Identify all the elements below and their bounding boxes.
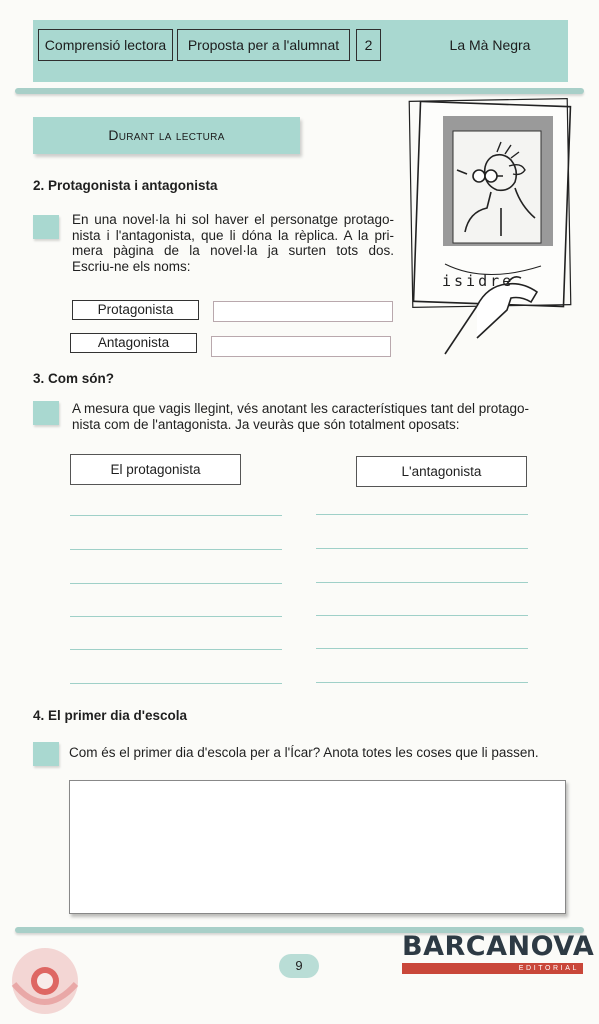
q3-title: 3. Com són? <box>33 371 115 386</box>
writing-line[interactable] <box>316 682 528 683</box>
book-cover-caption: isidre <box>442 272 515 290</box>
writing-line[interactable] <box>70 683 282 684</box>
antagonista-label: Antagonista <box>70 333 197 353</box>
q3-line-2: nista com de l'antagonista. Ja veuràs que són totalment oposats: <box>72 416 460 432</box>
q4-title: 4. El primer dia d'escola <box>33 708 188 723</box>
protagonista-field[interactable] <box>213 301 393 322</box>
writing-line[interactable] <box>316 582 528 583</box>
antagonista-field[interactable] <box>211 336 391 357</box>
q4-answer-box[interactable] <box>69 780 566 914</box>
antagonist-column-header: L'antagonista <box>356 456 527 487</box>
q2-line-2: nista i l'antagonista, que li dóna la rèplica. A la pri- <box>72 227 394 243</box>
writing-line[interactable] <box>70 616 282 617</box>
q2-text <box>72 212 394 274</box>
q3-marker <box>33 401 59 425</box>
q4-marker <box>33 742 59 766</box>
protagonist-column-header: El protagonista <box>70 454 241 485</box>
cercle-stamp-logo <box>8 944 82 1018</box>
writing-line[interactable] <box>70 549 282 550</box>
publisher-subtitle: EDITORIAL <box>518 965 579 972</box>
header-band <box>33 20 568 82</box>
q2-title: 2. Protagonista i antagonista <box>33 178 218 193</box>
q2-line-1: En una novel·la hi sol haver el personatge protago- <box>72 212 394 227</box>
header-divider <box>15 88 584 94</box>
q2-line-4: Escriu-ne els noms: <box>72 258 191 274</box>
header-box-number: 2 <box>356 29 381 61</box>
writing-line[interactable] <box>316 514 528 515</box>
protagonista-label: Protagonista <box>72 300 199 320</box>
q2-line-3: mera pàgina de la novel·la ja surten tots dos. <box>72 243 394 259</box>
header-box-proposta: Proposta per a l'alumnat <box>177 29 350 61</box>
section-band <box>33 117 300 154</box>
q4-text: Com és el primer dia d'escola per a l'Ícar? Anota totes les coses que li passen. <box>69 745 539 760</box>
stamp-icon <box>8 944 82 1018</box>
writing-line[interactable] <box>70 583 282 584</box>
header-box-comprensio: Comprensió lectora <box>38 29 173 61</box>
writing-line[interactable] <box>316 548 528 549</box>
publisher-logo: BARCANOVA <box>402 931 595 962</box>
page-number: 9 <box>279 954 319 978</box>
writing-line[interactable] <box>70 649 282 650</box>
section-title: Durant la lectura <box>108 127 225 143</box>
writing-line[interactable] <box>316 615 528 616</box>
q2-marker <box>33 215 59 239</box>
book-cover-illustration <box>405 96 585 361</box>
book-title: La Mà Negra <box>449 37 531 53</box>
q3-line-1: A mesura que vagis llegint, vés anotant les característiques tant del protago- <box>72 401 530 416</box>
q3-text <box>72 401 567 432</box>
writing-line[interactable] <box>70 515 282 516</box>
book-cover-drawing <box>405 96 585 361</box>
writing-line[interactable] <box>316 648 528 649</box>
